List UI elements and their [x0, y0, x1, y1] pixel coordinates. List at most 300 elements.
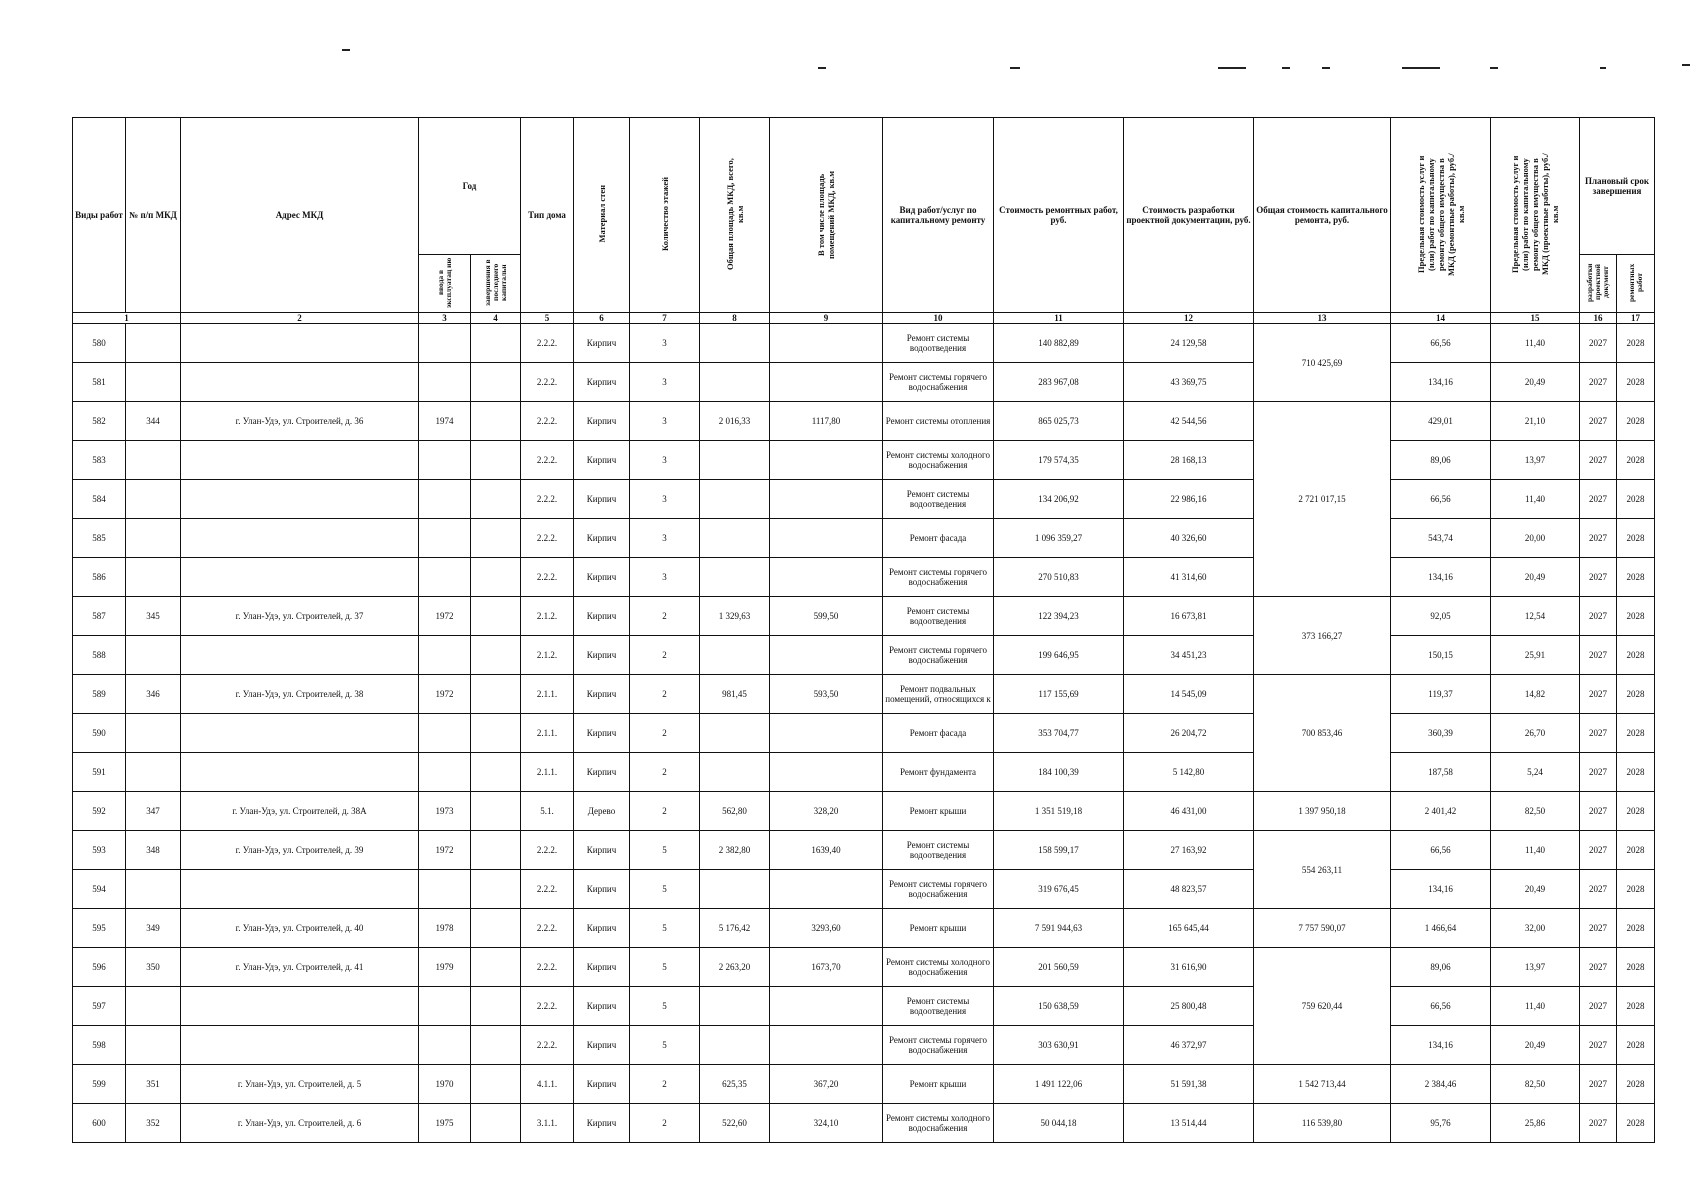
cell-wall-material: Кирпич: [574, 1026, 630, 1065]
cell-wall-material: Кирпич: [574, 636, 630, 675]
cell-year-commission: 1972: [419, 675, 471, 714]
cell-floors: 2: [630, 714, 700, 753]
cell-limit-repair: 92,05: [1391, 597, 1491, 636]
scan-mark: [1600, 67, 1606, 69]
cell-house-type: 2.2.2.: [521, 480, 574, 519]
cell-repair-cost: 303 630,91: [994, 1026, 1124, 1065]
cell-mkd-number: [126, 636, 181, 675]
cell-deadline-repair: 2028: [1617, 1065, 1655, 1104]
cell-year-last-repair: [471, 480, 521, 519]
cell-premises-area: [770, 363, 883, 402]
cell-premises-area: 599,50: [770, 597, 883, 636]
cell-limit-repair: 134,16: [1391, 1026, 1491, 1065]
table-row: [73, 324, 1655, 363]
cell-address: г. Улан-Удэ, ул. Строителей, д. 37: [181, 597, 419, 636]
cell-deadline-project: 2027: [1580, 558, 1617, 597]
cell-deadline-project: 2027: [1580, 363, 1617, 402]
header-row-main: [73, 118, 1655, 255]
cell-limit-project: 21,10: [1491, 402, 1580, 441]
cell-limit-repair: 89,06: [1391, 948, 1491, 987]
cell-address: [181, 753, 419, 792]
cell-repair-cost: 201 560,59: [994, 948, 1124, 987]
cell-premises-area: 1639,40: [770, 831, 883, 870]
work-type-text: Ремонт системы водоотведения: [906, 996, 970, 1016]
cell-address: г. Улан-Удэ, ул. Строителей, д. 6: [181, 1104, 419, 1143]
cell-premises-area: 3293,60: [770, 909, 883, 948]
cell-year-commission: [419, 987, 471, 1026]
cell-work-id: 587: [73, 597, 126, 636]
cell-deadline-project: 2027: [1580, 987, 1617, 1026]
cell-total-cost: 1 542 713,44: [1254, 1065, 1391, 1104]
work-type-text: Ремонт крыши: [909, 806, 967, 816]
cell-deadline-repair: 2028: [1617, 714, 1655, 753]
cell-work-id: 594: [73, 870, 126, 909]
cell-mkd-number: [126, 753, 181, 792]
cell-year-last-repair: [471, 831, 521, 870]
cell-total-area: 2 382,80: [700, 831, 770, 870]
cell-wall-material: Кирпич: [574, 597, 630, 636]
cell-project-cost: 27 163,92: [1124, 831, 1254, 870]
cell-mkd-number: 346: [126, 675, 181, 714]
cell-project-cost: 51 591,38: [1124, 1065, 1254, 1104]
work-type-text: Ремонт фасада: [909, 728, 967, 738]
cell-mkd-number: 348: [126, 831, 181, 870]
cell-house-type: 2.2.2.: [521, 324, 574, 363]
cell-year-last-repair: [471, 519, 521, 558]
cell-repair-cost: 7 591 944,63: [994, 909, 1124, 948]
cell-work-id: 598: [73, 1026, 126, 1065]
table-row: [73, 948, 1655, 987]
cell-deadline-project: 2027: [1580, 753, 1617, 792]
cell-deadline-repair: 2028: [1617, 1104, 1655, 1143]
cell-year-last-repair: [471, 675, 521, 714]
col-year-commission: ввода в эксплуатац ию: [419, 255, 471, 313]
cell-house-type: 2.2.2.: [521, 831, 574, 870]
work-type-text: Ремонт системы горячего водоснабжения: [889, 879, 987, 899]
col-address: Адрес МКД: [181, 118, 419, 313]
cell-address: г. Улан-Удэ, ул. Строителей, д. 39: [181, 831, 419, 870]
cell-limit-repair: 360,39: [1391, 714, 1491, 753]
cell-wall-material: Кирпич: [574, 1065, 630, 1104]
cell-mkd-number: [126, 480, 181, 519]
work-type-text: Ремонт системы холодного водоснабжения: [886, 957, 990, 977]
cell-total-area: [700, 519, 770, 558]
table-row: [73, 714, 1655, 753]
cell-limit-project: 20,00: [1491, 519, 1580, 558]
cell-mkd-number: [126, 441, 181, 480]
cell-premises-area: [770, 519, 883, 558]
cell-work-type: [883, 753, 994, 792]
cell-year-last-repair: [471, 636, 521, 675]
cell-project-cost: 22 986,16: [1124, 480, 1254, 519]
cell-floors: 5: [630, 870, 700, 909]
work-type-text: Ремонт системы водоотведения: [906, 606, 970, 626]
table-row: [73, 402, 1655, 441]
cell-year-commission: 1972: [419, 597, 471, 636]
cell-mkd-number: 349: [126, 909, 181, 948]
cell-project-cost: 13 514,44: [1124, 1104, 1254, 1143]
cell-premises-area: [770, 753, 883, 792]
cell-year-commission: 1972: [419, 831, 471, 870]
col-limit-repair: Предельная стоимость услуг и (или) работ по капитальному ремонту общего имущества в МКД (ремонтные работы), руб./кв.м: [1391, 118, 1491, 313]
cell-house-type: 3.1.1.: [521, 1104, 574, 1143]
cell-house-type: 2.2.2.: [521, 402, 574, 441]
cell-house-type: 2.2.2.: [521, 363, 574, 402]
col-total-cost: Общая стоимость капитального ремонта, руб.: [1254, 118, 1391, 313]
cell-limit-repair: 1 466,64: [1391, 909, 1491, 948]
cell-limit-project: 20,49: [1491, 1026, 1580, 1065]
cell-limit-repair: 134,16: [1391, 558, 1491, 597]
cell-deadline-repair: 2028: [1617, 402, 1655, 441]
cell-deadline-project: 2027: [1580, 441, 1617, 480]
table-row: [73, 597, 1655, 636]
cell-mkd-number: [126, 363, 181, 402]
cell-address: [181, 636, 419, 675]
cell-repair-cost: 134 206,92: [994, 480, 1124, 519]
cell-project-cost: 165 645,44: [1124, 909, 1254, 948]
cell-wall-material: Кирпич: [574, 675, 630, 714]
cell-floors: 2: [630, 753, 700, 792]
cell-limit-project: 14,82: [1491, 675, 1580, 714]
capital-repair-table: [72, 117, 1655, 1143]
cell-wall-material: Кирпич: [574, 480, 630, 519]
cell-project-cost: 25 800,48: [1124, 987, 1254, 1026]
cell-premises-area: [770, 558, 883, 597]
cell-year-last-repair: [471, 441, 521, 480]
cell-work-id: 583: [73, 441, 126, 480]
cell-house-type: 2.1.1.: [521, 753, 574, 792]
cell-limit-repair: 119,37: [1391, 675, 1491, 714]
column-number-row: [73, 313, 1655, 324]
cell-year-commission: [419, 519, 471, 558]
cell-mkd-number: 350: [126, 948, 181, 987]
cell-deadline-repair: 2028: [1617, 441, 1655, 480]
cell-project-cost: 28 168,13: [1124, 441, 1254, 480]
cell-year-commission: [419, 480, 471, 519]
cell-floors: 2: [630, 792, 700, 831]
cell-repair-cost: 1 096 359,27: [994, 519, 1124, 558]
cell-limit-repair: 134,16: [1391, 363, 1491, 402]
cell-address: г. Улан-Удэ, ул. Строителей, д. 36: [181, 402, 419, 441]
cell-house-type: 2.1.2.: [521, 636, 574, 675]
column-number: 4: [471, 313, 521, 324]
scan-mark: [1322, 67, 1330, 69]
cell-floors: 5: [630, 831, 700, 870]
cell-limit-repair: 150,15: [1391, 636, 1491, 675]
cell-wall-material: Кирпич: [574, 519, 630, 558]
cell-address: [181, 324, 419, 363]
cell-year-last-repair: [471, 792, 521, 831]
cell-wall-material: Кирпич: [574, 402, 630, 441]
cell-deadline-repair: 2028: [1617, 363, 1655, 402]
cell-deadline-project: 2027: [1580, 480, 1617, 519]
cell-project-cost: 46 372,97: [1124, 1026, 1254, 1065]
cell-year-last-repair: [471, 909, 521, 948]
cell-limit-repair: 187,58: [1391, 753, 1491, 792]
cell-limit-project: 32,00: [1491, 909, 1580, 948]
cell-total-area: 2 016,33: [700, 402, 770, 441]
cell-wall-material: Кирпич: [574, 324, 630, 363]
cell-limit-project: 11,40: [1491, 480, 1580, 519]
cell-deadline-project: 2027: [1580, 402, 1617, 441]
cell-deadline-project: 2027: [1580, 948, 1617, 987]
cell-work-id: 596: [73, 948, 126, 987]
cell-total-area: [700, 363, 770, 402]
table-row: [73, 909, 1655, 948]
cell-mkd-number: [126, 519, 181, 558]
cell-wall-material: Кирпич: [574, 1104, 630, 1143]
cell-house-type: 2.2.2.: [521, 1026, 574, 1065]
cell-repair-cost: 865 025,73: [994, 402, 1124, 441]
column-number: 1: [73, 313, 181, 324]
cell-floors: 3: [630, 324, 700, 363]
cell-year-last-repair: [471, 402, 521, 441]
table-row: [73, 480, 1655, 519]
cell-repair-cost: 199 646,95: [994, 636, 1124, 675]
cell-work-type: [883, 714, 994, 753]
table-row: [73, 1104, 1655, 1143]
cell-house-type: 2.1.2.: [521, 597, 574, 636]
cell-project-cost: 26 204,72: [1124, 714, 1254, 753]
cell-year-last-repair: [471, 714, 521, 753]
cell-house-type: 2.2.2.: [521, 987, 574, 1026]
cell-limit-project: 5,24: [1491, 753, 1580, 792]
cell-limit-project: 11,40: [1491, 324, 1580, 363]
cell-work-type: [883, 441, 994, 480]
cell-wall-material: Кирпич: [574, 363, 630, 402]
cell-repair-cost: 150 638,59: [994, 987, 1124, 1026]
cell-project-cost: 41 314,60: [1124, 558, 1254, 597]
column-number: 17: [1617, 313, 1655, 324]
cell-wall-material: Кирпич: [574, 441, 630, 480]
scan-mark: [1282, 67, 1290, 69]
col-planned-deadline: Плановый срок завершения: [1580, 118, 1655, 255]
table-row: [73, 519, 1655, 558]
cell-limit-repair: 543,74: [1391, 519, 1491, 558]
cell-work-id: 585: [73, 519, 126, 558]
cell-limit-project: 11,40: [1491, 831, 1580, 870]
column-number: 11: [994, 313, 1124, 324]
cell-address: [181, 714, 419, 753]
cell-total-cost: 710 425,69: [1254, 324, 1391, 402]
cell-wall-material: Кирпич: [574, 831, 630, 870]
cell-premises-area: 593,50: [770, 675, 883, 714]
column-number: 7: [630, 313, 700, 324]
col-year-group: Год: [419, 118, 521, 255]
cell-house-type: 2.2.2.: [521, 909, 574, 948]
col-year-last-repair: завершения в последнего капитальн: [471, 255, 521, 313]
cell-year-commission: 1974: [419, 402, 471, 441]
cell-project-cost: 24 129,58: [1124, 324, 1254, 363]
cell-project-cost: 14 545,09: [1124, 675, 1254, 714]
cell-year-last-repair: [471, 948, 521, 987]
cell-work-type: [883, 1065, 994, 1104]
cell-work-type: [883, 675, 994, 714]
cell-project-cost: 34 451,23: [1124, 636, 1254, 675]
cell-premises-area: 1117,80: [770, 402, 883, 441]
work-type-text: Ремонт системы горячего водоснабжения: [889, 645, 987, 665]
scan-mark: [1010, 67, 1020, 69]
cell-premises-area: 324,10: [770, 1104, 883, 1143]
cell-deadline-project: 2027: [1580, 519, 1617, 558]
cell-total-area: [700, 324, 770, 363]
cell-deadline-repair: 2028: [1617, 831, 1655, 870]
table-row: [73, 987, 1655, 1026]
cell-total-cost: 700 853,46: [1254, 675, 1391, 792]
cell-floors: 3: [630, 441, 700, 480]
cell-deadline-project: 2027: [1580, 1065, 1617, 1104]
cell-deadline-project: 2027: [1580, 714, 1617, 753]
cell-limit-project: 13,97: [1491, 948, 1580, 987]
cell-deadline-repair: 2028: [1617, 948, 1655, 987]
cell-floors: 3: [630, 480, 700, 519]
cell-deadline-repair: 2028: [1617, 597, 1655, 636]
cell-floors: 2: [630, 675, 700, 714]
cell-premises-area: 328,20: [770, 792, 883, 831]
col-limit-project: Предельная стоимость услуг и (или) работ по капитальному ремонту общего имущества в МКД (проектные работы), руб./кв.м: [1491, 118, 1580, 313]
cell-work-id: 588: [73, 636, 126, 675]
cell-year-last-repair: [471, 870, 521, 909]
cell-premises-area: 1673,70: [770, 948, 883, 987]
table-row: [73, 558, 1655, 597]
cell-address: г. Улан-Удэ, ул. Строителей, д. 5: [181, 1065, 419, 1104]
cell-address: г. Улан-Удэ, ул. Строителей, д. 38: [181, 675, 419, 714]
scan-mark: [1218, 67, 1246, 69]
work-type-text: Ремонт крыши: [909, 923, 967, 933]
cell-house-type: 2.1.1.: [521, 714, 574, 753]
cell-deadline-repair: 2028: [1617, 324, 1655, 363]
cell-wall-material: Кирпич: [574, 870, 630, 909]
cell-floors: 2: [630, 1065, 700, 1104]
cell-work-id: 600: [73, 1104, 126, 1143]
cell-total-area: 522,60: [700, 1104, 770, 1143]
work-type-text: Ремонт системы горячего водоснабжения: [889, 567, 987, 587]
cell-total-area: [700, 441, 770, 480]
cell-year-commission: [419, 324, 471, 363]
cell-total-area: [700, 636, 770, 675]
cell-deadline-repair: 2028: [1617, 753, 1655, 792]
cell-wall-material: Кирпич: [574, 558, 630, 597]
cell-floors: 3: [630, 558, 700, 597]
column-number: 2: [181, 313, 419, 324]
col-work-kind: Виды работ: [73, 118, 126, 313]
cell-deadline-project: 2027: [1580, 909, 1617, 948]
cell-house-type: 2.2.2.: [521, 870, 574, 909]
cell-mkd-number: [126, 558, 181, 597]
cell-work-type: [883, 636, 994, 675]
col-project-cost: Стоимость разработки проектной документации, руб.: [1124, 118, 1254, 313]
cell-work-type: [883, 519, 994, 558]
cell-wall-material: Дерево: [574, 792, 630, 831]
cell-house-type: 2.2.2.: [521, 948, 574, 987]
cell-repair-cost: 184 100,39: [994, 753, 1124, 792]
cell-total-area: 1 329,63: [700, 597, 770, 636]
cell-total-cost: 759 620,44: [1254, 948, 1391, 1065]
cell-project-cost: 48 823,57: [1124, 870, 1254, 909]
column-number: 15: [1491, 313, 1580, 324]
cell-total-area: 2 263,20: [700, 948, 770, 987]
cell-mkd-number: 351: [126, 1065, 181, 1104]
table-row: [73, 675, 1655, 714]
cell-mkd-number: 347: [126, 792, 181, 831]
cell-floors: 5: [630, 948, 700, 987]
cell-repair-cost: 179 574,35: [994, 441, 1124, 480]
cell-project-cost: 42 544,56: [1124, 402, 1254, 441]
cell-deadline-project: 2027: [1580, 1026, 1617, 1065]
cell-work-type: [883, 558, 994, 597]
cell-total-area: [700, 480, 770, 519]
cell-mkd-number: 352: [126, 1104, 181, 1143]
cell-year-commission: [419, 558, 471, 597]
cell-deadline-project: 2027: [1580, 675, 1617, 714]
cell-premises-area: [770, 1026, 883, 1065]
cell-mkd-number: 345: [126, 597, 181, 636]
cell-project-cost: 43 369,75: [1124, 363, 1254, 402]
col-total-area: Общая площадь МКД, всего, кв.м: [700, 118, 770, 313]
cell-floors: 2: [630, 1104, 700, 1143]
cell-year-last-repair: [471, 753, 521, 792]
col-wall-material: Материал стен: [574, 118, 630, 313]
cell-total-area: 5 176,42: [700, 909, 770, 948]
cell-work-type: [883, 363, 994, 402]
work-type-text: Ремонт системы горячего водоснабжения: [889, 1035, 987, 1055]
cell-address: [181, 363, 419, 402]
cell-year-commission: [419, 753, 471, 792]
cell-total-cost: 554 263,11: [1254, 831, 1391, 909]
work-type-text: Ремонт системы отопления: [885, 416, 991, 426]
cell-address: г. Улан-Удэ, ул. Строителей, д. 41: [181, 948, 419, 987]
cell-project-cost: 31 616,90: [1124, 948, 1254, 987]
cell-house-type: 2.2.2.: [521, 558, 574, 597]
cell-year-last-repair: [471, 363, 521, 402]
cell-floors: 5: [630, 987, 700, 1026]
cell-year-last-repair: [471, 1104, 521, 1143]
cell-limit-repair: 429,01: [1391, 402, 1491, 441]
scan-mark: [342, 49, 350, 51]
cell-limit-project: 12,54: [1491, 597, 1580, 636]
table-row: [73, 441, 1655, 480]
table-row: [73, 363, 1655, 402]
cell-floors: 5: [630, 1026, 700, 1065]
cell-repair-cost: 158 599,17: [994, 831, 1124, 870]
cell-mkd-number: [126, 987, 181, 1026]
cell-project-cost: 40 326,60: [1124, 519, 1254, 558]
cell-deadline-repair: 2028: [1617, 675, 1655, 714]
cell-work-type: [883, 831, 994, 870]
column-number: 3: [419, 313, 471, 324]
cell-limit-repair: 95,76: [1391, 1104, 1491, 1143]
cell-limit-repair: 66,56: [1391, 987, 1491, 1026]
cell-year-last-repair: [471, 1065, 521, 1104]
cell-limit-project: 25,91: [1491, 636, 1580, 675]
work-type-text: Ремонт системы холодного водоснабжения: [886, 450, 990, 470]
cell-wall-material: Кирпич: [574, 714, 630, 753]
cell-deadline-repair: 2028: [1617, 1026, 1655, 1065]
work-type-text: Ремонт фасада: [909, 533, 967, 543]
table-row: [73, 792, 1655, 831]
cell-limit-repair: 66,56: [1391, 831, 1491, 870]
cell-deadline-repair: 2028: [1617, 870, 1655, 909]
col-premises-area: В том числе площадь помещений МКД, кв.м: [770, 118, 883, 313]
cell-address: [181, 1026, 419, 1065]
cell-deadline-repair: 2028: [1617, 480, 1655, 519]
cell-deadline-repair: 2028: [1617, 636, 1655, 675]
cell-house-type: 4.1.1.: [521, 1065, 574, 1104]
cell-work-type: [883, 870, 994, 909]
scan-mark: [1402, 67, 1440, 69]
cell-year-last-repair: [471, 597, 521, 636]
cell-premises-area: [770, 480, 883, 519]
